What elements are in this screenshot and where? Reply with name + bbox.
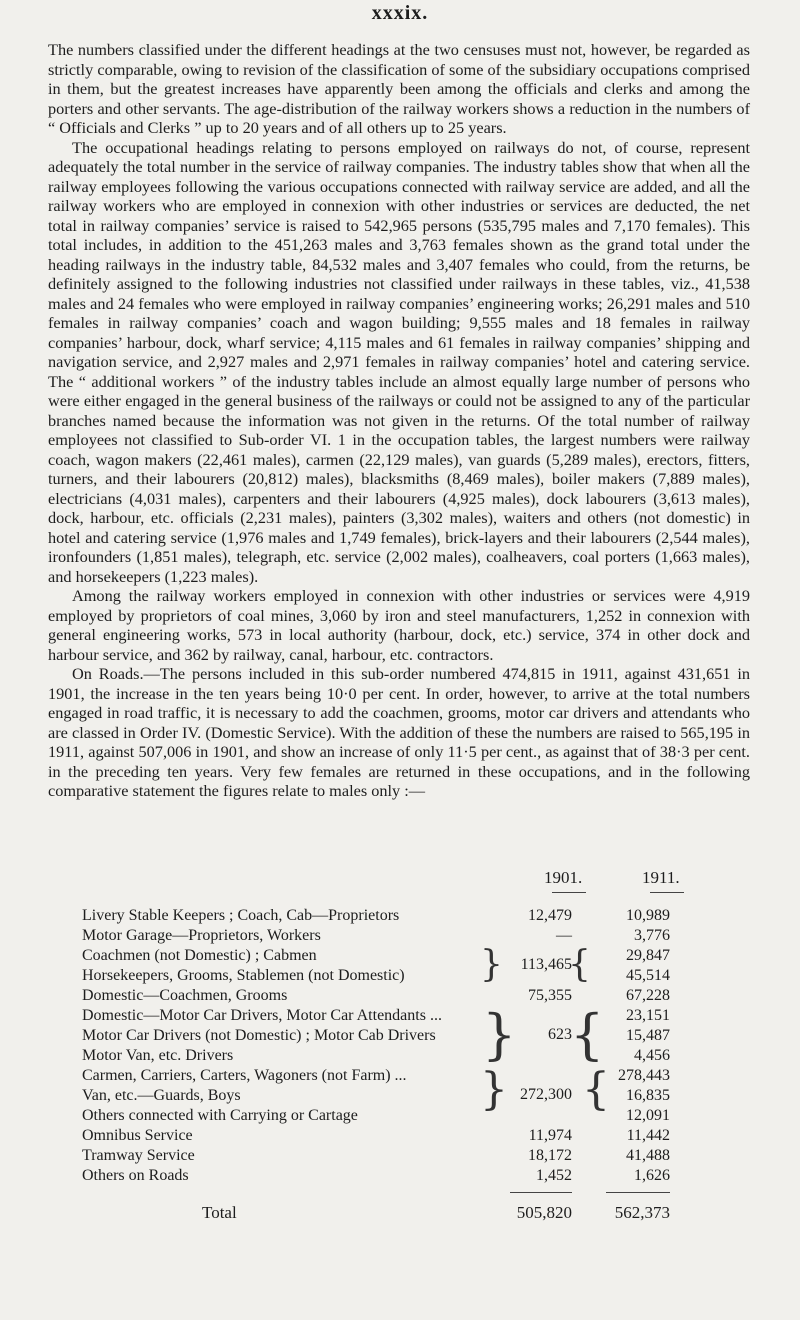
row-label: Livery Stable Keepers ; Coach, Cab—Proprietors [82, 907, 400, 924]
value-1911: 29,847 [626, 947, 670, 964]
row-label: Motor Garage—Proprietors, Workers [82, 927, 321, 944]
group-value-1901: 272,300 [520, 1086, 572, 1103]
row-label: Tramway Service [82, 1147, 195, 1164]
brace-left: { [582, 1064, 610, 1115]
row-label: Coachmen (not Domestic) ; Cabmen [82, 947, 317, 964]
value-1901: 11,974 [528, 1127, 572, 1144]
sum-rule-1901 [510, 1192, 572, 1193]
table-row [82, 1066, 752, 1086]
table-row [82, 1086, 752, 1106]
table-row [82, 926, 752, 946]
table-row [82, 966, 752, 986]
value-1901: 18,172 [528, 1147, 572, 1164]
table-row [82, 1126, 752, 1146]
value-1901: — [556, 927, 572, 944]
table-header [82, 868, 752, 892]
brace-right: } [482, 1003, 517, 1066]
value-1911: 41,488 [626, 1147, 670, 1164]
value-1911: 67,228 [626, 987, 670, 1004]
value-1911: 3,776 [634, 927, 670, 944]
row-label: Domestic—Motor Car Drivers, Motor Car Attendants ... [82, 1007, 442, 1024]
brace-left: { [568, 944, 591, 985]
value-1911: 15,487 [626, 1027, 670, 1044]
row-label: Others on Roads [82, 1167, 189, 1184]
sum-rule-1911 [606, 1192, 670, 1193]
value-1911: 10,989 [626, 907, 670, 924]
value-1901: 75,355 [528, 987, 572, 1004]
row-label: Motor Car Drivers (not Domestic) ; Motor Cab Drivers [82, 1027, 436, 1044]
value-1911: 23,151 [626, 1007, 670, 1024]
paragraph-3: Among the railway workers employed in connexion with other industries or services were 4,919 employed by proprietors of coal mines, 3,060 by iron and steel manufacturers, 1,252 in connexion with general engineering works, 573 in local authority (harbour, dock, etc.) service, 374 in other dock and harbour service, and 362 by railway, canal, harbour, etc. contractors. [48, 586, 750, 664]
row-label: Carmen, Carriers, Carters, Wagoners (not Farm) ... [82, 1067, 407, 1084]
value-1911: 11,442 [626, 1127, 670, 1144]
value-1901: 12,479 [528, 907, 572, 924]
header-underline-1911 [650, 892, 684, 893]
table-row [82, 1006, 752, 1026]
group-value-1901: 113,465 [520, 956, 572, 973]
body-text [48, 40, 750, 801]
table-row [82, 1166, 752, 1186]
year-1901-header: 1901. [544, 868, 583, 887]
row-label: Omnibus Service [82, 1127, 193, 1144]
paragraph-4: On Roads.—The persons included in this sub-order numbered 474,815 in 1911, against 431,651 in 1901, the increase in the ten years being 10·0 per cent. In order, however, to arrive at the total numbers engaged in road traffic, it is necessary to add the coachmen, grooms, motor car drivers and attendants who are classed in Order IV. (Domestic Service). With the addition of these the numbers are raised to 565,195 in 1911, against 507,006 in 1901, and show an increase of only 11·5 per cent., as against that of 38·3 per cent. in the preceding ten years. Very few females are returned in these occupations, and in the following comparative statement the figures relate to males only :— [48, 664, 750, 800]
table-row [82, 986, 752, 1006]
brace-left: { [570, 1003, 605, 1066]
value-1911: 4,456 [634, 1047, 670, 1064]
total-1901: 505,820 [516, 1203, 572, 1222]
row-label: Domestic—Coachmen, Grooms [82, 987, 288, 1004]
table-row [82, 1146, 752, 1166]
paragraph-1: The numbers classified under the different headings at the two censuses must not, however, be regarded as strictly comparable, owing to revision of the classification of some of the subsidiary occupations comprised in them, but the greatest increases have apparently been among the officials and clerks and among the porters and other servants. The age-distribution of the railway workers shows a reduction in the numbers of “ Officials and Clerks ” up to 20 years and of all others up to 25 years. [48, 40, 750, 137]
value-1911: 1,626 [634, 1167, 670, 1184]
total-row [82, 1202, 752, 1224]
row-label: Others connected with Carrying or Cartage [82, 1107, 358, 1124]
table-row [82, 1106, 752, 1126]
row-label: Horsekeepers, Grooms, Stablemen (not Domestic) [82, 967, 405, 984]
total-1911: 562,373 [614, 1203, 670, 1222]
total-label: Total [202, 1203, 237, 1222]
value-1911: 45,514 [626, 967, 670, 984]
table-row [82, 906, 752, 926]
brace-right: } [480, 1064, 508, 1115]
row-label: Van, etc.—Guards, Boys [82, 1087, 241, 1104]
value-1911: 16,835 [626, 1087, 670, 1104]
table-row [82, 946, 752, 966]
value-1901: 1,452 [536, 1167, 572, 1184]
row-label: Motor Van, etc. Drivers [82, 1047, 234, 1064]
brace-right: } [480, 944, 503, 985]
value-1911: 12,091 [626, 1107, 670, 1124]
header-underline-1901 [552, 892, 586, 893]
value-1911: 278,443 [618, 1067, 670, 1084]
year-1911-header: 1911. [642, 868, 680, 887]
page-number: xxxix. [371, 2, 429, 24]
table-row [82, 1026, 752, 1046]
paragraph-2: The occupational headings relating to persons employed on railways do not, of course, represent adequately the total number in the service of railway companies. The industry tables show that when all the railway employees following the various occupations connected with railway service are added, and all the railway workers who are employed in connexion with other industries or services are deducted, the net total in railway companies’ service is raised to 542,965 persons (535,795 males and 7,170 females). This total includes, in addition to the 451,263 males and 3,763 females shown as the grand total under the heading railways in the industry table, 84,532 males and 3,407 females who could, from the returns, be definitely assigned to the following industries not classified under railways in these tables, viz., 41,538 males and 24 females who were employed in railway companies’ engineering works; 26,291 males and 510 females in railway companies’ coach and wagon building; 9,555 males and 18 females in railway companies’ harbour, dock, wharf service; 4,115 males and 61 females in railway companies’ shipping and navigation service, and 2,927 males and 2,971 females in railway companies’ hotel and catering service. The “ additional workers ” of the industry tables include an almost equally large number of persons who were either engaged in the general business of the railways or could not be assigned to any of the particular branches named because the information was not given in the returns. Of the total number of railway employees not classified to Sub-order VI. 1 in the occupation tables, the largest numbers were railway coach, wagon makers (22,461 males), carmen (22,129 males), van guards (5,289 males), erectors, fitters, turners, and their labourers (20,812) males), blacksmiths (8,469 males), boiler makers (7,889 males), electricians (4,031 males), carpenters and their labourers (4,925 males), dock labourers (3,613 males), dock, harbour, etc. officials (2,231 males), painters (3,302 males), waiters and others (not domestic) in hotel and catering service (1,976 males and 1,749 females), brick-layers and their labourers (2,544 males), ironfounders (1,851 males), telegraph, etc. service (2,002 males), coalheavers, coal porters (1,663 males), and horsekeepers (1,223 males). [48, 137, 750, 586]
table-row [82, 1046, 752, 1066]
group-value-1901: 623 [548, 1026, 572, 1043]
